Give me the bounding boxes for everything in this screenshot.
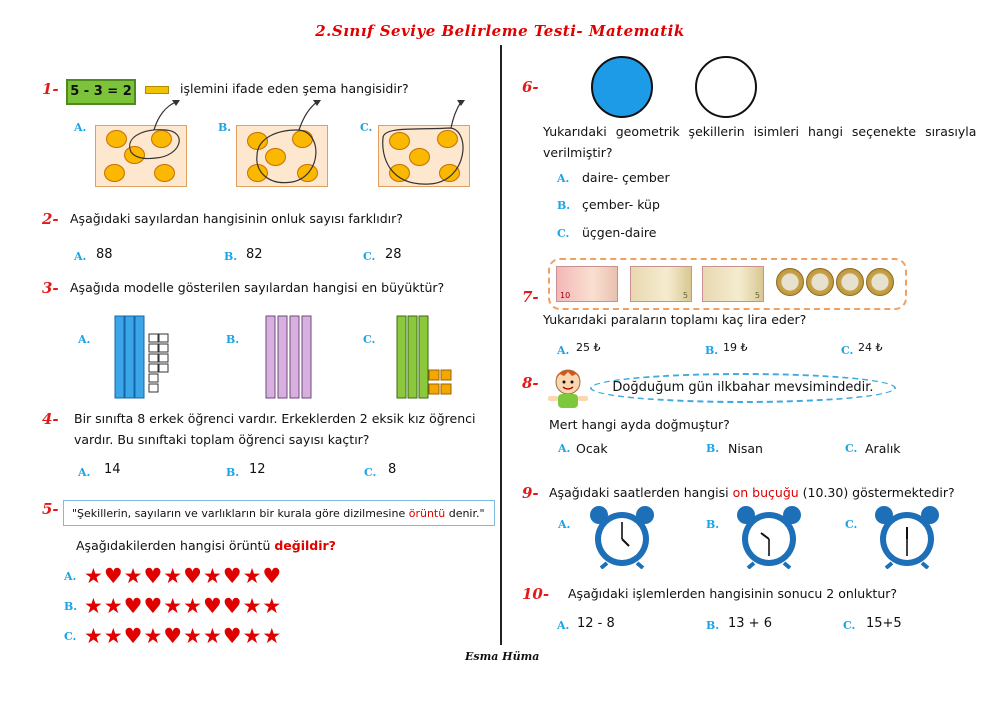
q7-money-group (548, 258, 907, 310)
coin-icon (776, 268, 804, 296)
q4-option-b-label[interactable]: B. (226, 466, 240, 479)
q6-option-b-text[interactable]: çember- küp (582, 197, 660, 212)
q8-number: 8- (522, 374, 539, 392)
q9-question-post: (10.30) göstermektedir? (798, 485, 955, 500)
q5-option-b-pattern[interactable]: ★★♥♥★★♥♥★★ (84, 594, 283, 618)
q5-option-a-pattern[interactable]: ★♥★♥★♥★♥★♥ (84, 564, 283, 588)
q1-set-a[interactable] (95, 125, 187, 187)
loop-arrow-icon (379, 96, 469, 188)
q9-option-a-label[interactable]: A. (558, 518, 571, 531)
q6-option-b-label[interactable]: B. (557, 199, 571, 212)
banknote-10 (556, 266, 618, 302)
q5-quote-pre: "Şekillerin, sayıların ve varlıkların bir kurala göre dizilmesine (72, 507, 409, 520)
q2-option-a-label[interactable]: A. (74, 250, 87, 263)
q7-option-a-label[interactable]: A. (557, 344, 570, 357)
q10-option-a-text[interactable]: 12 - 8 (577, 616, 615, 631)
q8-question: Mert hangi ayda doğmuştur? (549, 417, 730, 432)
q9-alarm-clock-a[interactable] (585, 505, 659, 569)
q1-set-c[interactable] (378, 125, 470, 187)
q3-option-a-label[interactable]: A. (78, 333, 91, 346)
q2-option-b-text[interactable]: 82 (246, 247, 263, 262)
q9-alarm-clock-b[interactable] (732, 505, 806, 569)
q10-option-b-label[interactable]: B. (706, 619, 720, 632)
boy-avatar (548, 366, 590, 410)
q3-model-a[interactable] (105, 314, 180, 400)
q7-question: Yukarıdaki paraların toplamı kaç lira eder? (543, 312, 807, 327)
q10-question: Aşağıdaki işlemlerden hangisinin sonucu 2 onluktur? (568, 586, 898, 601)
q10-option-b-text[interactable]: 13 + 6 (728, 616, 772, 631)
q3-option-c-label[interactable]: C. (363, 333, 376, 346)
q4-question-line1: Bir sınıfta 8 erkek öğrenci vardır. Erkeklerden 2 eksik kız öğrenci (74, 411, 476, 426)
q4-option-a-text[interactable]: 14 (104, 462, 121, 477)
q9-question (549, 485, 955, 500)
q8-option-c-label[interactable]: C. (845, 442, 858, 455)
coin-icon (836, 268, 864, 296)
q3-option-b-label[interactable]: B. (226, 333, 240, 346)
q2-option-a-text[interactable]: 88 (96, 247, 113, 262)
q5-option-a-label[interactable]: A. (64, 570, 77, 583)
q8-option-b-label[interactable]: B. (706, 442, 720, 455)
q4-option-c-text[interactable]: 8 (388, 462, 397, 477)
q2-number: 2- (42, 210, 59, 228)
q3-question: Aşağıda modelle gösterilen sayılardan hangisi en büyüktür? (70, 280, 445, 295)
q1-question: işlemini ifade eden şema hangisidir? (180, 81, 409, 96)
q3-model-c[interactable] (395, 314, 460, 400)
banknote-value: 10 (560, 291, 571, 300)
q5-question-highlight: değildir? (274, 538, 336, 553)
loop-arrow-icon (237, 96, 327, 188)
q4-option-c-label[interactable]: C. (364, 466, 377, 479)
q8-option-a-text[interactable]: Ocak (576, 441, 608, 456)
banknote-value: 5 (754, 291, 760, 300)
q1-set-b[interactable] (236, 125, 328, 187)
q5-quote-highlight: örüntü (408, 507, 446, 520)
q5-question (76, 538, 336, 553)
q6-question-line1: Yukarıdaki geometrik şekillerin isimleri hangi seçenekte sırasıyla (543, 124, 977, 139)
ring-icon (696, 57, 756, 117)
coin-icon (866, 268, 894, 296)
banknote-5 (630, 266, 692, 302)
q1-number: 1- (42, 80, 59, 98)
q9-question-pre: Aşağıdaki saatlerden hangisi (549, 485, 733, 500)
q5-option-b-label[interactable]: B. (64, 600, 78, 613)
q7-option-b-label[interactable]: B. (705, 344, 719, 357)
q2-option-c-label[interactable]: C. (363, 250, 376, 263)
pencil-icon (145, 86, 169, 94)
q9-option-c-label[interactable]: C. (845, 518, 858, 531)
q8-option-b-text[interactable]: Nisan (728, 441, 763, 456)
q6-option-a-text[interactable]: daire- çember (582, 170, 670, 185)
q4-option-a-label[interactable]: A. (78, 466, 91, 479)
filled-circle-icon (592, 57, 652, 117)
q6-option-c-text[interactable]: üçgen-daire (582, 225, 657, 240)
q10-option-a-label[interactable]: A. (557, 619, 570, 632)
q6-option-a-label[interactable]: A. (557, 172, 570, 185)
q9-number: 9- (522, 484, 539, 502)
q10-number: 10- (522, 585, 550, 603)
q7-option-a-text[interactable]: 25 ₺ (576, 341, 601, 354)
q9-option-b-label[interactable]: B. (706, 518, 720, 531)
q7-number: 7- (522, 288, 539, 306)
q5-option-c-pattern[interactable]: ★★♥★♥★★♥★★ (84, 624, 283, 648)
q8-option-a-label[interactable]: A. (558, 442, 571, 455)
banknote-value: 5 (682, 291, 688, 300)
q1-equation-box: 5 - 3 = 2 (66, 79, 136, 105)
q2-question: Aşağıdaki sayılardan hangisinin onluk sayısı farklıdır? (70, 211, 403, 226)
q10-option-c-text[interactable]: 15+5 (866, 616, 902, 631)
author-name: Esma Hüma (465, 650, 540, 663)
q5-definition-box (63, 500, 495, 526)
q7-option-c-label[interactable]: C. (841, 344, 854, 357)
column-divider (500, 45, 502, 645)
page-title: 2.Sınıf Seviye Belirleme Testi- Matematik (315, 22, 685, 40)
q6-question-line2: verilmiştir? (543, 145, 613, 160)
q7-option-c-text[interactable]: 24 ₺ (858, 341, 883, 354)
q6-number: 6- (522, 78, 539, 96)
q5-question-pre: Aşağıdakilerden hangisi örüntü (76, 538, 275, 553)
q9-alarm-clock-c[interactable] (870, 505, 944, 569)
q4-option-b-text[interactable]: 12 (249, 462, 266, 477)
q6-option-c-label[interactable]: C. (557, 227, 570, 240)
q6-shapes (590, 55, 770, 119)
q5-quote-post: denir." (445, 507, 485, 520)
q1-option-c-label[interactable]: C. (360, 121, 373, 134)
q8-option-c-text[interactable]: Aralık (865, 441, 901, 456)
q8-speech-bubble: Doğduğum gün ilkbahar mevsimindedir. (590, 373, 896, 403)
q4-number: 4- (42, 410, 59, 428)
coin-icon (806, 268, 834, 296)
q10-option-c-label[interactable]: C. (843, 619, 856, 632)
q3-model-b[interactable] (262, 314, 317, 400)
q5-option-c-label[interactable]: C. (64, 630, 77, 643)
q7-option-b-text[interactable]: 19 ₺ (723, 341, 748, 354)
q1-option-a-label[interactable]: A. (74, 121, 87, 134)
q1-option-b-label[interactable]: B. (218, 121, 232, 134)
loop-arrow-icon (96, 96, 186, 186)
q4-question-line2: vardır. Bu sınıftaki toplam öğrenci sayısı kaçtır? (74, 432, 370, 447)
q5-number: 5- (42, 500, 59, 518)
q2-option-c-text[interactable]: 28 (385, 247, 402, 262)
banknote-5 (702, 266, 764, 302)
q2-option-b-label[interactable]: B. (224, 250, 238, 263)
q3-number: 3- (42, 279, 59, 297)
q9-question-highlight: on buçuğu (732, 485, 799, 500)
